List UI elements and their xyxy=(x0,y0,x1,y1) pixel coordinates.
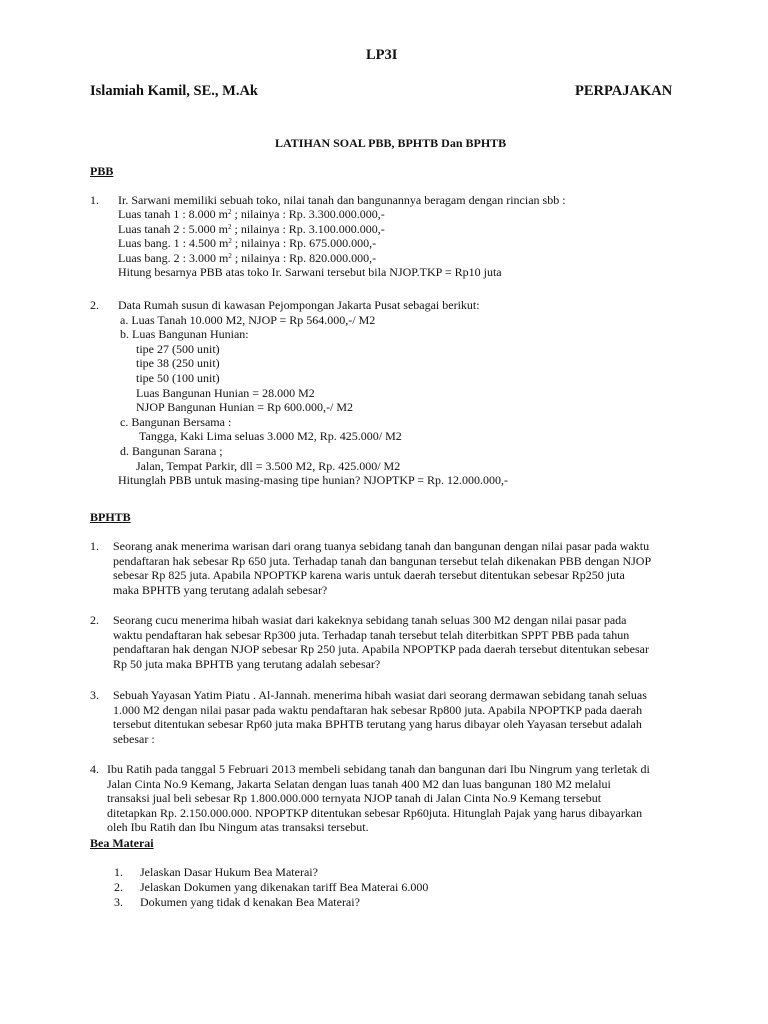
pbb-heading: PBB xyxy=(90,164,114,178)
text-line: b. Luas Bangunan Hunian: xyxy=(120,327,249,342)
text-line: waktu pendaftaran hak sebesar Rp300 juta. Terhadap tanah tersebut telah diterbitkan SPPT PBB pada tahun xyxy=(113,627,630,642)
question-number: 3. xyxy=(90,688,99,702)
text-line: NJOP Bangunan Hunian = Rp 600.000,-/ M2 xyxy=(136,400,353,415)
text-line: Seorang anak menerima warisan dari orang tuanya sebidang tanah dan bangunan dengan nilai pasar pada waktu xyxy=(113,539,650,553)
text-line: maka BPHTB yang terutang adalah sebesar? xyxy=(113,582,328,597)
question-number: 4. xyxy=(90,762,99,776)
text-line: Data Rumah susun di kawasan Pejompongan Jakarta Pusat sebagai berikut: xyxy=(118,298,480,312)
list-item: Luas tanah 1 : 8.000 $m^2$ ; nilainya : Rp. 3.300.000.000,- xyxy=(118,207,385,221)
text-line: d. Bangunan Sarana ; xyxy=(120,443,223,458)
question-intro: Ir. Sarwani memiliki sebuah toko, nilai tanah dan bangunannya beragam dengan rincian sbb : xyxy=(118,193,566,207)
question-number: 1. xyxy=(90,539,99,553)
text-line: c. Bangunan Bersama : xyxy=(120,414,232,429)
text-line: tersebut ditentukan sebesar Rp60 juta maka BPHTB terutang yang harus dibayar oleh Yayasan tersebut adalah xyxy=(113,717,642,732)
text-line: 1.000 M2 dengan nilai pasar pada waktu pendaftaran hak sebesar Rp800 juta. Apabila NPOPTKP pada daerah xyxy=(113,702,643,717)
list-item-text: Jelaskan Dokumen yang dikenakan tariff Bea Materai 6.000 xyxy=(140,880,429,894)
text-line: Sebuah Yayasan Yatim Piatu . Al-Jannah. menerima hibah wasiat dari seorang dermawan sebidang tanah seluas xyxy=(113,688,647,702)
subject-name: PERPAJAKAN xyxy=(575,83,673,99)
text-line: Jalan Cinta No.9 Kemang, Jakarta Selatan dengan luas tanah 400 M2 dan luas bangunan 180 M2 melalui xyxy=(107,776,611,791)
bea-materai-heading: Bea Materai xyxy=(90,836,154,850)
text-line: tipe 50 (100 unit) xyxy=(136,370,220,385)
text-line: Ibu Ratih pada tanggal 5 Februari 2013 membeli sebidang tanah dan bangunan dari Ibu Ningrum yang terletak di xyxy=(107,762,650,776)
text-line: Seorang cucu menerima hibah wasiat dari kakeknya sebidang tanah seluas 300 M2 dengan nilai pasar pada xyxy=(113,613,627,627)
question-number: 2. xyxy=(90,298,99,312)
list-item-text: Jelaskan Dasar Hukum Bea Materai? xyxy=(140,865,318,879)
list-item: Luas bang. 1 : 4.500 $m^2$ ; nilainya : Rp. 675.000.000,- xyxy=(118,236,377,251)
text-line: Jalan, Tempat Parkir, dll = 3.500 M2, Rp. 425.000/ M2 xyxy=(136,458,401,473)
text-line: Tangga, Kaki Lima seluas 3.000 M2, Rp. 425.000/ M2 xyxy=(139,429,402,444)
document-title: LATIHAN SOAL PBB, BPHTB Dan BPHTB xyxy=(275,136,507,150)
list-item-number: 1. xyxy=(114,865,123,879)
text-line: sebesar Rp 825 juta. Apabila NPOPTKP karena waris untuk daerah tersebut ditentukan sebesar Rp250 juta xyxy=(113,568,625,583)
list-item-number: 2. xyxy=(114,880,123,894)
question-number: 1. xyxy=(90,193,99,207)
text-line: ditetapkan Rp. 2.150.000.000. NPOPTKP ditentukan sebesar Rp60juta. Hitunglah Pajak yang harus dibayarkan xyxy=(107,805,643,820)
list-item: Luas tanah 2 : 5.000 $m^2$ ; nilainya : Rp. 3.100.000.000,- xyxy=(118,221,385,236)
text-line: a. Luas Tanah 10.000 M2, NJOP = Rp 564.000,-/ M2 xyxy=(120,312,376,327)
text-line: tipe 38 (250 unit) xyxy=(136,356,220,371)
text-line: pendaftaran hak dengan NJOP sebesar Rp 250 juta. Apabila NPOPTKP pada daerah tersebut ditentukan sebesar xyxy=(113,642,649,657)
list-item-number: 3. xyxy=(114,895,123,909)
question-text: Hitung besarnya PBB atas toko Ir. Sarwani tersebut bila NJOP.TKP = Rp10 juta xyxy=(118,265,502,280)
text-line: Rp 50 juta maka BPHTB yang terutang adalah sebesar? xyxy=(113,656,381,671)
bphtb-heading: BPHTB xyxy=(90,510,131,524)
text-line: Luas Bangunan Hunian = 28.000 M2 xyxy=(136,385,315,400)
list-item: Luas bang. 2 : 3.000 $m^2$ ; nilainya : Rp. 820.000.000,- xyxy=(118,250,377,265)
list-item-text: Dokumen yang tidak d kenakan Bea Materai? xyxy=(140,895,360,909)
text-line: Hitunglah PBB untuk masing-masing tipe hunian? NJOPTKP = Rp. 12.000.000,- xyxy=(118,473,508,488)
question-number: 2. xyxy=(90,613,99,627)
institution-name: LP3I xyxy=(366,47,398,63)
text-line: pendaftaran hak sebesar Rp 650 juta. Terhadap tanah dan bangunan tersebut telah dikenakan PBB dengan NJOP xyxy=(113,553,652,568)
text-line: transaksi jual beli sebesar Rp 1.800.000.000 ternyata NJOP tanah di Jalan Cinta No.9 Kemang tersebut xyxy=(107,791,602,806)
text-line: tipe 27 (500 unit) xyxy=(136,341,220,356)
author-name: Islamiah Kamil, SE., M.Ak xyxy=(90,83,258,99)
text-line: sebesar : xyxy=(113,731,155,746)
text-line: oleh Ibu Ratih dan Ibu Ningum atas transaksi tersebut. xyxy=(107,820,369,835)
